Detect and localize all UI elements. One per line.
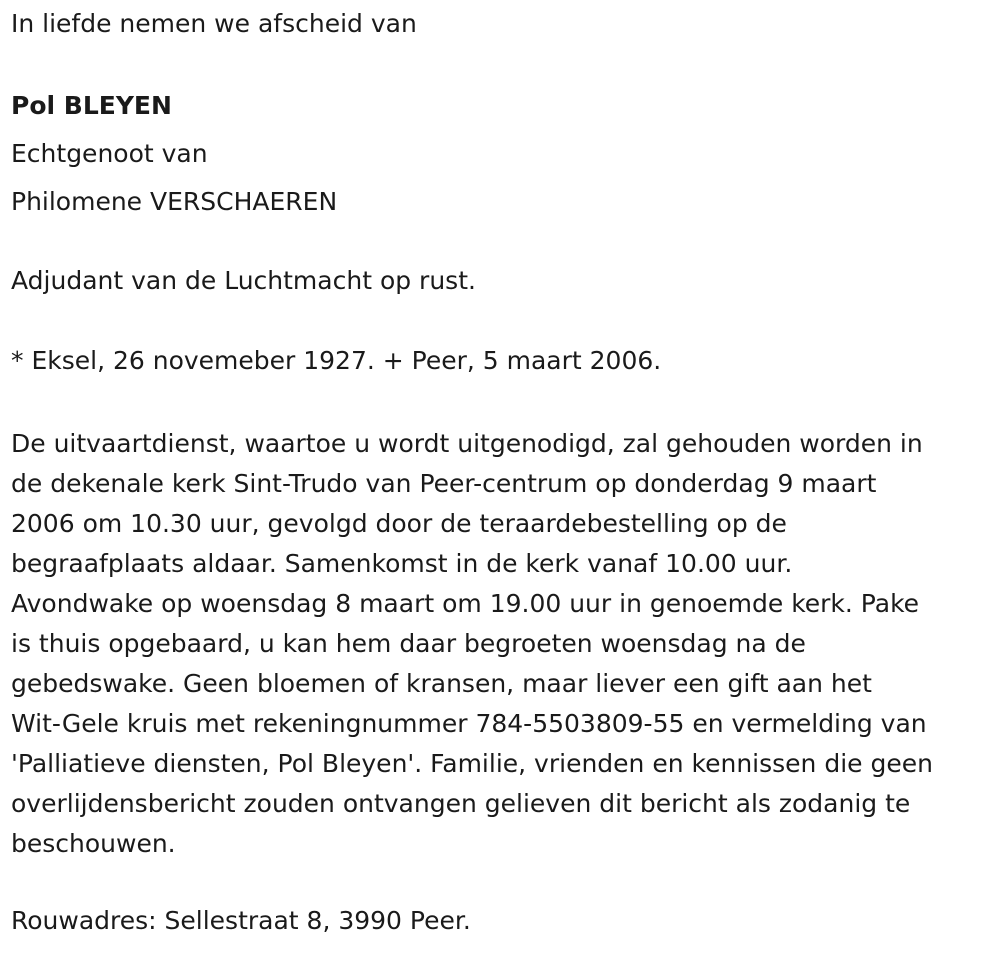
relation-label: Echtgenoot van [11,139,208,168]
intro-text: In liefde nemen we afscheid van [11,9,417,38]
funeral-details [11,424,996,864]
funeral-details-line: beschouwen. [11,829,176,858]
funeral-details-line: 'Palliatieve diensten, Pol Bleyen'. Familie, vrienden en kennissen die geen [11,749,933,778]
spouse-name: Philomene VERSCHAEREN [11,187,338,216]
funeral-details-line: De uitvaartdienst, waartoe u wordt uitgenodigd, zal gehouden worden in [11,429,923,458]
funeral-details-line: begraafplaats aldaar. Samenkomst in de kerk vanaf 10.00 uur. [11,549,793,578]
deceased-name: Pol BLEYEN [11,91,172,120]
birth-death-dates: * Eksel, 26 novemeber 1927. + Peer, 5 maart 2006. [11,346,662,375]
funeral-details-line: 2006 om 10.30 uur, gevolgd door de teraardebestelling op de [11,509,787,538]
funeral-details-line: gebedswake. Geen bloemen of kransen, maar liever een gift aan het [11,669,872,698]
funeral-details-line: Wit-Gele kruis met rekeningnummer 784-5503809-55 en vermelding van [11,709,927,738]
mourning-address: Rouwadres: Sellestraat 8, 3990 Peer. [11,906,471,935]
funeral-details-line: Avondwake op woensdag 8 maart om 19.00 uur in genoemde kerk. Pake [11,589,920,618]
funeral-details-line: is thuis opgebaard, u kan hem daar begroeten woensdag na de [11,629,806,658]
funeral-details-line: de dekenale kerk Sint-Trudo van Peer-centrum op donderdag 9 maart [11,469,877,498]
occupation-text: Adjudant van de Luchtmacht op rust. [11,266,476,295]
funeral-details-line: overlijdensbericht zouden ontvangen gelieven dit bericht als zodanig te [11,789,911,818]
